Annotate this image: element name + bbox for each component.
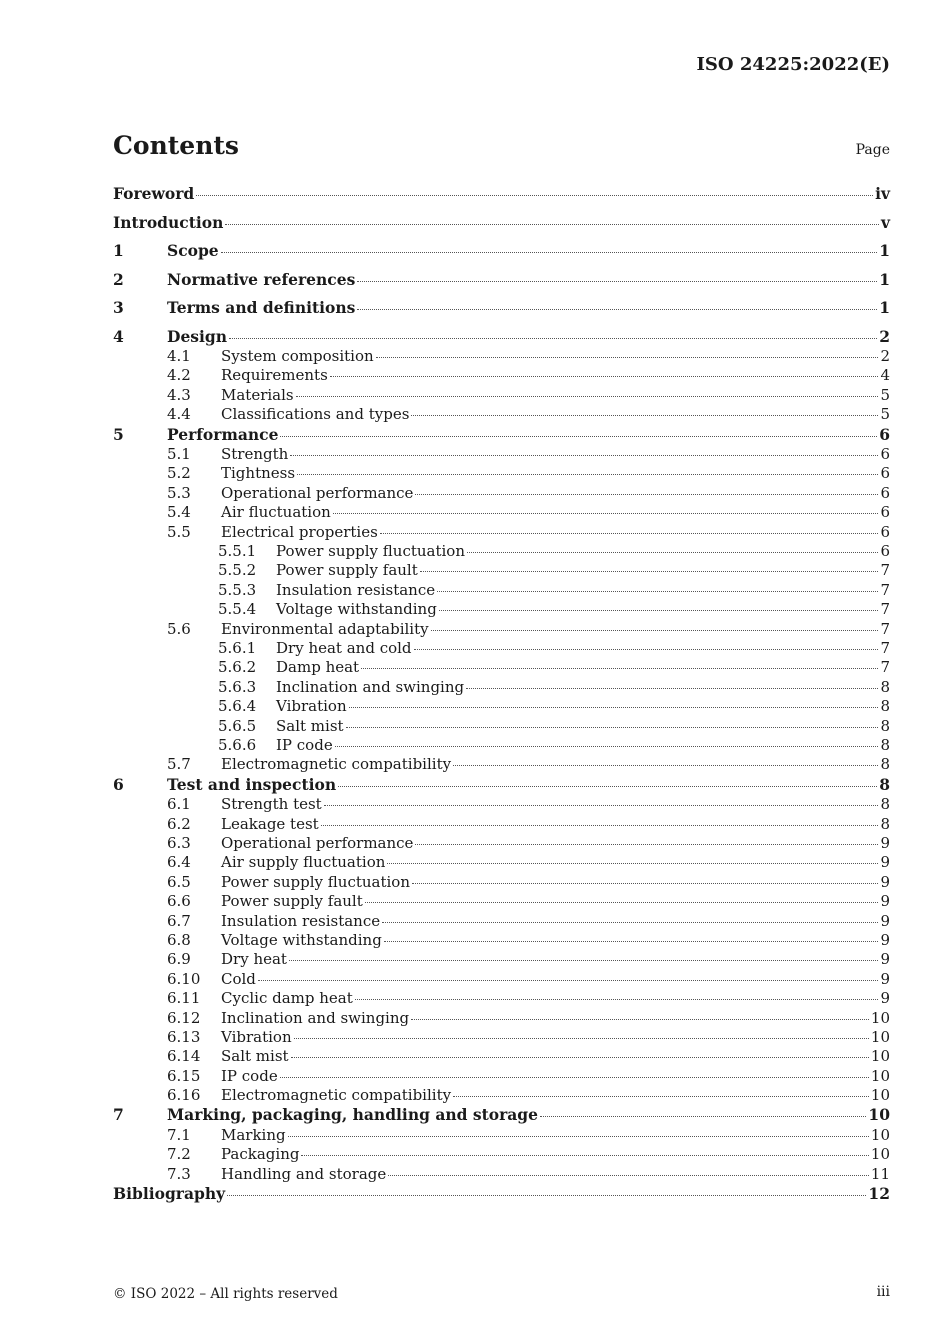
toc-entry[interactable] bbox=[113, 989, 890, 1008]
toc-entry[interactable] bbox=[113, 542, 890, 561]
toc-entry-page[interactable]: 1 bbox=[879, 298, 890, 317]
table-of-contents bbox=[113, 184, 890, 1213]
toc-entry[interactable] bbox=[113, 892, 890, 911]
toc-entry-number: 6.12 bbox=[167, 1008, 201, 1027]
toc-entry[interactable] bbox=[113, 347, 890, 366]
toc-entry-title[interactable]: Marking bbox=[221, 1125, 286, 1144]
toc-entry-number: 1 bbox=[113, 241, 124, 260]
toc-entry-title[interactable]: Dry heat and cold bbox=[276, 638, 412, 657]
dot-leader bbox=[280, 1076, 869, 1078]
toc-entry-title[interactable]: Vibration bbox=[276, 697, 347, 716]
toc-entry-number: 5.6.1 bbox=[218, 638, 257, 657]
toc-entry[interactable] bbox=[113, 298, 890, 327]
toc-entry[interactable] bbox=[113, 815, 890, 834]
toc-entry-page[interactable]: 7 bbox=[880, 658, 890, 677]
toc-entry-title[interactable]: Electrical properties bbox=[221, 522, 378, 541]
toc-entry-page[interactable]: 6 bbox=[880, 503, 890, 522]
dot-leader bbox=[411, 414, 878, 416]
toc-entry-page[interactable]: 7 bbox=[880, 600, 890, 619]
toc-entry-title[interactable]: Performance bbox=[167, 424, 279, 444]
dot-leader bbox=[437, 590, 878, 592]
toc-entry-number: 6.1 bbox=[167, 795, 191, 814]
toc-entry-title[interactable]: Strength test bbox=[221, 795, 322, 814]
toc-entry-page[interactable]: 10 bbox=[870, 1086, 890, 1105]
toc-entry-number: 7.1 bbox=[167, 1125, 191, 1144]
toc-entry-page[interactable]: 9 bbox=[880, 989, 890, 1008]
toc-entry-number: 5.4 bbox=[167, 503, 191, 522]
toc-entry-title[interactable]: Power supply fluctuation bbox=[221, 872, 410, 891]
dot-leader bbox=[384, 940, 879, 942]
toc-entry[interactable] bbox=[113, 970, 890, 989]
toc-entry-page[interactable]: 9 bbox=[880, 892, 890, 911]
toc-entry[interactable] bbox=[113, 1086, 890, 1105]
toc-entry[interactable] bbox=[113, 366, 890, 385]
dot-leader bbox=[453, 1095, 869, 1097]
toc-entry-page[interactable]: 8 bbox=[880, 677, 890, 696]
dot-leader bbox=[439, 609, 879, 611]
toc-entry-page[interactable]: 9 bbox=[880, 950, 890, 969]
dot-leader bbox=[290, 454, 878, 456]
toc-entry-number: 7.2 bbox=[167, 1145, 191, 1164]
toc-entry-number: 4.2 bbox=[167, 366, 191, 385]
toc-entry[interactable] bbox=[113, 464, 890, 483]
dot-leader bbox=[387, 862, 878, 864]
toc-entry[interactable] bbox=[113, 386, 890, 405]
toc-entry-page[interactable]: 6 bbox=[880, 483, 890, 502]
toc-entry-page[interactable]: 6 bbox=[880, 542, 890, 561]
dot-leader bbox=[380, 532, 879, 534]
dot-leader bbox=[420, 570, 879, 572]
toc-entry-number: 4.4 bbox=[167, 405, 191, 424]
dot-leader bbox=[357, 308, 877, 310]
toc-entry-page[interactable]: 5 bbox=[880, 405, 890, 424]
toc-entry-number: 5.3 bbox=[167, 483, 191, 502]
dot-leader bbox=[357, 280, 877, 282]
dot-leader bbox=[288, 1135, 869, 1137]
toc-entry-page[interactable]: 10 bbox=[870, 1145, 890, 1164]
toc-entry-title[interactable]: Leakage test bbox=[221, 814, 319, 833]
toc-entry-page[interactable]: iv bbox=[875, 184, 890, 203]
toc-entry[interactable] bbox=[113, 931, 890, 950]
dot-leader bbox=[361, 667, 878, 669]
toc-entry-title[interactable]: System composition bbox=[221, 347, 374, 365]
toc-entry-title[interactable]: Inclination and swinging bbox=[276, 677, 465, 696]
toc-entry-number: 5.1 bbox=[167, 445, 191, 464]
toc-entry-title[interactable]: Salt mist bbox=[276, 716, 344, 735]
toc-entry-title[interactable]: Foreword bbox=[113, 184, 195, 203]
dot-leader bbox=[453, 764, 878, 766]
toc-entry-number: 5.6.5 bbox=[218, 716, 257, 735]
toc-entry-number: 6.3 bbox=[167, 833, 191, 852]
toc-entry-number: 5.7 bbox=[167, 755, 191, 774]
toc-entry-page[interactable]: 8 bbox=[880, 755, 890, 774]
toc-entry-page[interactable]: 10 bbox=[870, 1066, 890, 1085]
dot-leader bbox=[289, 959, 879, 961]
dot-leader bbox=[196, 194, 873, 196]
toc-entry[interactable] bbox=[113, 1165, 890, 1184]
toc-entry-title[interactable]: Voltage withstanding bbox=[221, 930, 382, 949]
toc-entry-title[interactable]: Marking, packaging, handling and storage bbox=[167, 1105, 539, 1125]
toc-entry[interactable] bbox=[113, 523, 890, 542]
toc-entry-page[interactable]: 8 bbox=[879, 774, 890, 794]
toc-entry-page[interactable]: v bbox=[880, 212, 890, 232]
toc-entry[interactable] bbox=[113, 270, 890, 299]
toc-entry-number: 5.5.4 bbox=[218, 600, 257, 619]
toc-entry-page[interactable]: 8 bbox=[880, 716, 890, 735]
toc-entry-number: 6.10 bbox=[167, 969, 201, 988]
toc-entry-number: 3 bbox=[113, 298, 124, 317]
toc-entry-title[interactable]: Design bbox=[167, 326, 228, 346]
toc-entry-page[interactable]: 9 bbox=[880, 969, 890, 988]
dot-leader bbox=[466, 687, 878, 689]
toc-entry-page[interactable]: 1 bbox=[879, 269, 890, 289]
toc-entry-page[interactable]: 7 bbox=[880, 638, 890, 657]
toc-entry-page[interactable]: 6 bbox=[879, 424, 890, 444]
toc-entry-title[interactable]: Strength bbox=[221, 445, 289, 464]
toc-entry-number: 2 bbox=[113, 269, 124, 289]
toc-entry[interactable] bbox=[113, 503, 890, 522]
toc-entry-page[interactable]: 8 bbox=[880, 795, 890, 814]
dot-leader bbox=[411, 1018, 869, 1020]
toc-entry-number: 6.7 bbox=[167, 911, 191, 930]
toc-entry[interactable] bbox=[113, 1067, 890, 1086]
toc-entry-title[interactable]: IP code bbox=[276, 735, 333, 754]
toc-entry[interactable] bbox=[113, 1028, 890, 1047]
toc-entry-page[interactable]: 2 bbox=[880, 347, 890, 365]
toc-entry-title[interactable]: Scope bbox=[167, 241, 219, 260]
toc-entry-page[interactable]: 4 bbox=[880, 366, 890, 385]
toc-entry[interactable] bbox=[113, 213, 890, 242]
toc-entry-title[interactable]: Electromagnetic compatibility bbox=[221, 1086, 452, 1105]
toc-entry[interactable] bbox=[113, 639, 890, 658]
copyright-footer: © ISO 2022 – All rights reserved bbox=[113, 1286, 338, 1302]
toc-entry-number: 4 bbox=[113, 326, 124, 346]
toc-entry-page[interactable]: 7 bbox=[880, 561, 890, 580]
toc-entry-number: 6 bbox=[113, 774, 124, 794]
toc-entry[interactable] bbox=[113, 561, 890, 580]
toc-entry-title[interactable]: IP code bbox=[221, 1066, 278, 1085]
toc-entry-title[interactable]: Tightness bbox=[221, 464, 296, 483]
document-id: ISO 24225:2022(E) bbox=[696, 54, 890, 75]
toc-entry-title[interactable]: Cyclic damp heat bbox=[221, 989, 353, 1008]
toc-entry[interactable] bbox=[113, 834, 890, 853]
toc-entry-title[interactable]: Materials bbox=[221, 385, 294, 404]
dot-leader bbox=[365, 901, 879, 903]
toc-entry[interactable] bbox=[113, 484, 890, 503]
toc-entry[interactable] bbox=[113, 755, 890, 774]
toc-entry-page[interactable]: 7 bbox=[880, 619, 890, 638]
dot-leader bbox=[280, 435, 877, 437]
dot-leader bbox=[540, 1115, 866, 1117]
toc-entry-number: 6.9 bbox=[167, 950, 191, 969]
dot-leader bbox=[225, 223, 879, 225]
dot-leader bbox=[294, 1037, 869, 1039]
toc-entry-title[interactable]: Vibration bbox=[221, 1027, 292, 1046]
toc-entry-page[interactable]: 1 bbox=[879, 241, 890, 260]
toc-entry-title[interactable]: Operational performance bbox=[221, 483, 414, 502]
toc-entry[interactable] bbox=[113, 1009, 890, 1028]
toc-entry-page[interactable]: 10 bbox=[868, 1105, 890, 1125]
toc-entry-title[interactable]: Insulation resistance bbox=[276, 580, 436, 599]
toc-entry[interactable] bbox=[113, 873, 890, 892]
toc-entry-number: 6.14 bbox=[167, 1047, 201, 1066]
toc-entry-title[interactable]: Dry heat bbox=[221, 950, 287, 969]
dot-leader bbox=[415, 843, 878, 845]
toc-entry-number: 6.4 bbox=[167, 853, 191, 872]
toc-entry-number: 6.2 bbox=[167, 814, 191, 833]
toc-entry-number: 7.3 bbox=[167, 1164, 191, 1183]
toc-entry[interactable] bbox=[113, 620, 890, 639]
toc-entry-page[interactable]: 2 bbox=[879, 326, 890, 346]
toc-entry[interactable] bbox=[113, 678, 890, 697]
toc-entry[interactable] bbox=[113, 736, 890, 755]
dot-leader bbox=[431, 629, 879, 631]
page-column-label: Page bbox=[855, 142, 890, 158]
dot-leader bbox=[388, 1174, 869, 1176]
toc-entry-page[interactable]: 7 bbox=[880, 580, 890, 599]
toc-entry-number: 6.8 bbox=[167, 930, 191, 949]
toc-entry[interactable] bbox=[113, 581, 890, 600]
toc-entry[interactable] bbox=[113, 1145, 890, 1164]
page-number: iii bbox=[876, 1284, 890, 1300]
toc-entry-title[interactable]: Cold bbox=[221, 969, 256, 988]
toc-entry[interactable] bbox=[113, 912, 890, 931]
toc-entry-page[interactable]: 11 bbox=[870, 1164, 890, 1183]
dot-leader bbox=[258, 979, 879, 981]
toc-entry-page[interactable]: 9 bbox=[880, 853, 890, 872]
toc-entry-title[interactable]: Salt mist bbox=[221, 1047, 289, 1066]
dot-leader bbox=[333, 512, 879, 514]
toc-entry-number: 5.5.3 bbox=[218, 580, 257, 599]
dot-leader bbox=[321, 824, 879, 826]
toc-entry-page[interactable]: 10 bbox=[870, 1125, 890, 1144]
page-title: Contents bbox=[113, 131, 240, 160]
dot-leader bbox=[324, 804, 879, 806]
toc-entry-page[interactable]: 9 bbox=[880, 930, 890, 949]
dot-leader bbox=[338, 785, 877, 787]
toc-entry-title[interactable]: Packaging bbox=[221, 1145, 300, 1164]
toc-entry-title[interactable]: Insulation resistance bbox=[221, 911, 381, 930]
toc-entry-number: 6.11 bbox=[167, 989, 201, 1008]
toc-entry-number: 5.6 bbox=[167, 619, 191, 638]
toc-entry-title[interactable]: Power supply fluctuation bbox=[276, 542, 465, 561]
toc-entry[interactable] bbox=[113, 950, 890, 969]
toc-entry-title[interactable]: Requirements bbox=[221, 366, 328, 385]
toc-entry-title[interactable]: Inclination and swinging bbox=[221, 1008, 410, 1027]
dot-leader bbox=[376, 356, 879, 358]
toc-entry-title[interactable]: Air supply fluctuation bbox=[221, 853, 386, 872]
toc-entry[interactable] bbox=[113, 853, 890, 872]
toc-entry[interactable] bbox=[113, 658, 890, 677]
toc-entry[interactable] bbox=[113, 445, 890, 464]
toc-entry-title[interactable]: Classifications and types bbox=[221, 405, 410, 424]
toc-entry-page[interactable]: 9 bbox=[880, 833, 890, 852]
toc-entry-page[interactable]: 10 bbox=[870, 1008, 890, 1027]
dot-leader bbox=[415, 493, 878, 495]
toc-entry-title[interactable]: Operational performance bbox=[221, 833, 414, 852]
toc-entry-title[interactable]: Terms and definitions bbox=[167, 298, 356, 317]
toc-entry-number: 6.6 bbox=[167, 892, 191, 911]
toc-entry-page[interactable]: 8 bbox=[880, 814, 890, 833]
toc-entry[interactable] bbox=[113, 1184, 890, 1213]
dot-leader bbox=[296, 395, 879, 397]
toc-entry-page[interactable]: 8 bbox=[880, 735, 890, 754]
toc-entry-title[interactable]: Normative references bbox=[167, 269, 356, 289]
toc-entry-title[interactable]: Test and inspection bbox=[167, 774, 337, 794]
toc-entry-number: 5.6.4 bbox=[218, 697, 257, 716]
toc-entry[interactable] bbox=[113, 184, 890, 213]
toc-entry-number: 4.3 bbox=[167, 385, 191, 404]
dot-leader bbox=[412, 882, 878, 884]
toc-entry-title[interactable]: Bibliography bbox=[113, 1184, 226, 1204]
toc-entry-page[interactable]: 6 bbox=[880, 522, 890, 541]
toc-entry-page[interactable]: 9 bbox=[880, 911, 890, 930]
dot-leader bbox=[382, 921, 878, 923]
toc-entry-page[interactable]: 8 bbox=[880, 697, 890, 716]
toc-entry-title[interactable]: Introduction bbox=[113, 212, 224, 232]
toc-entry[interactable] bbox=[113, 405, 890, 424]
toc-entry-title[interactable]: Power supply fault bbox=[276, 561, 418, 580]
dot-leader bbox=[355, 998, 879, 1000]
toc-entry-number: 5.5.2 bbox=[218, 561, 257, 580]
dot-leader bbox=[335, 745, 879, 747]
toc-entry-title[interactable]: Handling and storage bbox=[221, 1164, 387, 1183]
toc-entry-number: 6.16 bbox=[167, 1086, 201, 1105]
toc-entry-title[interactable]: Voltage withstanding bbox=[276, 600, 437, 619]
dot-leader bbox=[229, 337, 877, 339]
toc-entry-page[interactable]: 12 bbox=[868, 1184, 890, 1204]
toc-entry-number: 5.5.1 bbox=[218, 542, 257, 561]
toc-entry-number: 6.13 bbox=[167, 1027, 201, 1046]
toc-entry[interactable] bbox=[113, 717, 890, 736]
dot-leader bbox=[346, 726, 879, 728]
toc-entry-number: 5.5 bbox=[167, 522, 191, 541]
dot-leader bbox=[349, 706, 879, 708]
toc-entry-page[interactable]: 10 bbox=[870, 1047, 890, 1066]
toc-entry-number: 5.6.3 bbox=[218, 677, 257, 696]
toc-entry[interactable] bbox=[113, 241, 890, 270]
dot-leader bbox=[227, 1194, 866, 1196]
toc-entry-title[interactable]: Electromagnetic compatibility bbox=[221, 755, 452, 774]
toc-entry-number: 6.5 bbox=[167, 872, 191, 891]
toc-entry[interactable] bbox=[113, 600, 890, 619]
toc-entry-page[interactable]: 9 bbox=[880, 872, 890, 891]
toc-entry-number: 6.15 bbox=[167, 1066, 201, 1085]
toc-entry-title[interactable]: Environmental adaptability bbox=[221, 619, 429, 638]
dot-leader bbox=[467, 551, 878, 553]
toc-entry-number: 7 bbox=[113, 1105, 124, 1125]
toc-entry[interactable] bbox=[113, 1047, 890, 1066]
dot-leader bbox=[330, 375, 879, 377]
toc-entry-number: 5.6.2 bbox=[218, 658, 257, 677]
toc-entry-page[interactable]: 6 bbox=[880, 445, 890, 464]
dot-leader bbox=[301, 1154, 868, 1156]
dot-leader bbox=[291, 1056, 869, 1058]
toc-entry-number: 4.1 bbox=[167, 347, 191, 365]
toc-entry[interactable] bbox=[113, 697, 890, 716]
toc-entry-number: 5 bbox=[113, 424, 124, 444]
toc-entry[interactable] bbox=[113, 1126, 890, 1145]
toc-entry-page[interactable]: 10 bbox=[870, 1027, 890, 1046]
toc-entry[interactable] bbox=[113, 795, 890, 814]
toc-entry-number: 5.2 bbox=[167, 464, 191, 483]
toc-entry-number: 5.6.6 bbox=[218, 735, 257, 754]
toc-entry-page[interactable]: 6 bbox=[880, 464, 890, 483]
dot-leader bbox=[221, 251, 878, 253]
dot-leader bbox=[414, 648, 879, 650]
toc-entry-title[interactable]: Air fluctuation bbox=[221, 503, 331, 522]
toc-entry-title[interactable]: Damp heat bbox=[276, 658, 360, 677]
toc-entry-title[interactable]: Power supply fault bbox=[221, 892, 363, 911]
dot-leader bbox=[297, 473, 878, 475]
toc-entry-page[interactable]: 5 bbox=[880, 385, 890, 404]
